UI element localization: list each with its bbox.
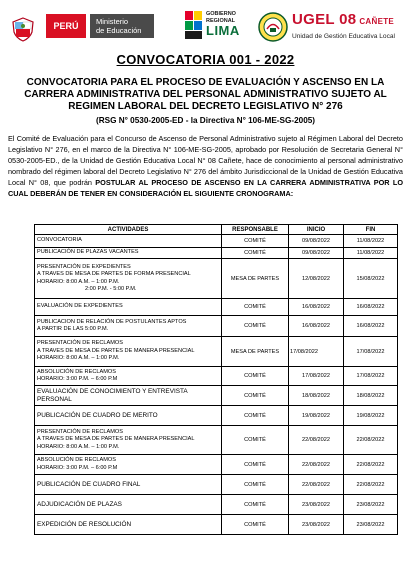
table-row: [35, 455, 398, 475]
activity-line: PUBLICACIÓN DE CUADRO DE MERITO: [37, 411, 158, 419]
table-row: [35, 248, 398, 259]
table-row: [35, 259, 398, 299]
activity-line: A PARTIR DE LAS 5:00 P.M.: [37, 326, 109, 332]
end-date-cell: 23/08/2022: [344, 515, 398, 535]
activity-line: HORARIO: 8:00 A.M. – 1:00 P.M.: [37, 355, 120, 362]
intro-bold-text: POSTULAR AL PROCESO DE ASCENSO EN LA CARRERA ADMINISTRATIVA POR LO CUAL DEBERÁN DE TENER EN CONSIDERACIÓN EL SIGUIENTE CRONOGRAMA:: [8, 177, 403, 198]
activity-line: A TRAVES DE MESA DE PARTES DE MANERA PRESENCIAL: [37, 436, 195, 443]
activity-cell: [35, 367, 222, 386]
responsible-cell: MESA DE PARTES: [222, 259, 289, 299]
activity-line: PUBLICACIÓN DE PLAZAS VACANTES: [37, 249, 139, 256]
header: [6, 8, 405, 50]
table-row: [35, 235, 398, 248]
start-date-cell: 22/08/2022: [289, 426, 344, 455]
activity-line: EXPEDICIÓN DE RESOLUCIÓN: [37, 520, 132, 528]
table-header-row: [35, 225, 398, 235]
responsible-cell: COMITÉ: [222, 495, 289, 515]
start-date-cell: 23/08/2022: [289, 515, 344, 535]
regional-government-logo-text: [206, 11, 252, 37]
table-row: [35, 426, 398, 455]
table-row: [35, 495, 398, 515]
peru-logo: [46, 14, 86, 38]
activity-cell: [35, 386, 222, 406]
activity-line: ABSOLUCIÓN DE RECLAMOS: [37, 457, 116, 464]
activity-line: HORARIO: 8:00 A.M. – 1:00 P.M.: [37, 278, 120, 285]
peru-label: PERÚ: [53, 21, 79, 31]
activity-line: PUBLICACION DE RELACIÓN DE POSTULANTES APTOS: [37, 318, 187, 325]
start-date-cell: 09/08/2022: [289, 235, 344, 248]
end-date-cell: 17/08/2022: [344, 367, 398, 386]
activity-cell: [35, 406, 222, 426]
regional-government-logo-icon: [184, 10, 204, 40]
responsible-cell: MESA DE PARTES: [222, 337, 289, 367]
responsible-cell: COMITÉ: [222, 248, 289, 259]
activity-line: ADJUDICACIÓN DE PLAZAS: [37, 500, 122, 508]
responsible-cell: COMITÉ: [222, 475, 289, 495]
end-date-cell: 22/08/2022: [344, 475, 398, 495]
activity-line: A TRAVES DE MESA DE PARTES DE FORMA PRESENCIAL: [37, 271, 191, 278]
grl-line-1: GOBIERNO: [206, 11, 236, 17]
ugel-subtitle: Unidad de Gestión Educativa Local: [292, 33, 396, 40]
responsible-cell: COMITÉ: [222, 406, 289, 426]
minedu-logo: [90, 14, 154, 38]
responsible-cell: COMITÉ: [222, 386, 289, 406]
end-date-cell: 11/08/2022: [344, 248, 398, 259]
grl-lima: LIMA: [206, 23, 240, 38]
activity-cell: [35, 495, 222, 515]
header-responsible: RESPONSABLE: [222, 225, 289, 235]
activity-cell: [35, 316, 222, 337]
header-end: FIN: [344, 225, 398, 235]
ugel-seal-icon: [258, 12, 288, 42]
table-row: [35, 299, 398, 316]
end-date-cell: 23/08/2022: [344, 495, 398, 515]
ugel-title-main: UGEL 08: [292, 11, 357, 28]
table-row: [35, 386, 398, 406]
end-date-cell: 16/08/2022: [344, 299, 398, 316]
activity-line: HORARIO: 3:00 P.M. – 6:00 P.M: [37, 376, 118, 382]
start-date-cell: 18/08/2022: [289, 386, 344, 406]
responsible-cell: COMITÉ: [222, 316, 289, 337]
table-row: [35, 337, 398, 367]
activity-line: HORARIO: 3:00 P.M. – 6:00 P.M: [37, 464, 118, 471]
grl-line-2: REGIONAL: [206, 17, 236, 24]
table-row: [35, 367, 398, 386]
legal-reference: (RSG N° 0530-2005-ED - la Directiva N° 106-ME-SG-2005): [95, 116, 316, 125]
activity-cell: [35, 455, 222, 475]
header-start: INICIO: [289, 225, 344, 235]
start-date-cell: 09/08/2022: [289, 248, 344, 259]
table-row: [35, 515, 398, 535]
minedu-line-2: de Educación: [96, 26, 142, 35]
activity-line: PRESENTACIÓN DE RECLAMOS: [37, 428, 123, 435]
document-subtitle: CONVOCATORIA PARA EL PROCESO DE EVALUACIÓN Y ASCENSO EN LA CARRERA ADMINISTRATIVA DEL PERSONAL ADMINISTRATIVO SUJETO AL REGIMEN LABORAL DEL DECRETO LEGISLATIVO N° 276: [24, 77, 387, 112]
responsible-cell: COMITÉ: [222, 455, 289, 475]
start-date-cell: 16/08/2022: [289, 299, 344, 316]
peru-coat-of-arms-icon: [10, 16, 36, 42]
end-date-cell: 18/08/2022: [344, 386, 398, 406]
activity-cell: [35, 248, 222, 259]
intro-text: El Comité de Evaluación para el Concurso de Ascenso de Personal Administrativo sujeto al Régimen Laboral del Decreto Legislativo N° 276, en el marco de la Directiva N° 106-ME-SG-2005, aprobado por Resolución de Secretaria General N° 0530-2005-ED., de la Unidad de Gestión Educativa Local N° 08 Cañete, hace de conocimiento al personal administrativo nombrado del régimen laboral del Decreto Legislativo N° 276 del ámbito Jurisdiccional de la Unidad de Gestión Educativa Local N° 08, que podrán: [8, 134, 403, 187]
responsible-cell: COMITÉ: [222, 367, 289, 386]
end-date-cell: 22/08/2022: [344, 426, 398, 455]
ugel-title: [292, 11, 394, 28]
responsible-cell: COMITÉ: [222, 426, 289, 455]
page-title: CONVOCATORIA 001 - 2022: [116, 52, 295, 67]
activity-line: CONVOCATORIA: [37, 237, 82, 244]
activity-cell: [35, 259, 222, 299]
activity-cell: [35, 299, 222, 316]
activity-cell: [35, 475, 222, 495]
activity-line: PRESENTACIÓN DE EXPEDIENTES: [37, 263, 131, 270]
activity-line: EVALUACIÓN DE CONOCIMIENTO Y ENTREVISTA PERSONAL: [37, 388, 188, 403]
start-date-cell: 22/08/2022: [289, 475, 344, 495]
table-row: [35, 475, 398, 495]
start-date-cell: 23/08/2022: [289, 495, 344, 515]
responsible-cell: COMITÉ: [222, 299, 289, 316]
activity-cell: [35, 337, 222, 367]
schedule-table: [34, 224, 398, 535]
activity-line: PUBLICACIÓN DE CUADRO FINAL: [37, 480, 141, 488]
start-date-cell: 17/08/2022: [289, 337, 344, 367]
end-date-cell: 15/08/2022: [344, 259, 398, 299]
activity-cell: [35, 426, 222, 455]
start-date-cell: 16/08/2022: [289, 316, 344, 337]
end-date-cell: 19/08/2022: [344, 406, 398, 426]
activity-line: EVALUACIÓN DE EXPEDIENTES: [37, 303, 123, 310]
activity-line: HORARIO: 8:00 A.M. – 1:00 P.M.: [37, 443, 120, 450]
end-date-cell: 22/08/2022: [344, 455, 398, 475]
minedu-line-1: Ministerio: [96, 17, 129, 26]
start-date-cell: 22/08/2022: [289, 455, 344, 475]
activity-line: 2:00 P.M. - 5:00 P.M.: [85, 285, 137, 292]
header-activities: ACTIVIDADES: [35, 225, 222, 235]
ugel-place: CAÑETE: [359, 17, 395, 26]
responsible-cell: COMITÉ: [222, 515, 289, 535]
responsible-cell: COMITÉ: [222, 235, 289, 248]
start-date-cell: 19/08/2022: [289, 406, 344, 426]
activity-cell: [35, 235, 222, 248]
start-date-cell: 17/08/2022: [289, 367, 344, 386]
end-date-cell: 16/08/2022: [344, 316, 398, 337]
table-row: [35, 316, 398, 337]
activity-line: ABSOLUCIÓN DE RECLAMOS: [37, 368, 116, 375]
end-date-cell: 11/08/2022: [344, 235, 398, 248]
activity-line: A TRAVES DE MESA DE PARTES DE MANERA PRESENCIAL: [37, 347, 195, 354]
table-row: [35, 406, 398, 426]
end-date-cell: 17/08/2022: [344, 337, 398, 367]
start-date-cell: 12/08/2022: [289, 259, 344, 299]
activity-cell: [35, 515, 222, 535]
intro-paragraph: [8, 134, 403, 199]
activity-line: PRESENTACIÓN DE RECLAMOS: [37, 340, 123, 347]
